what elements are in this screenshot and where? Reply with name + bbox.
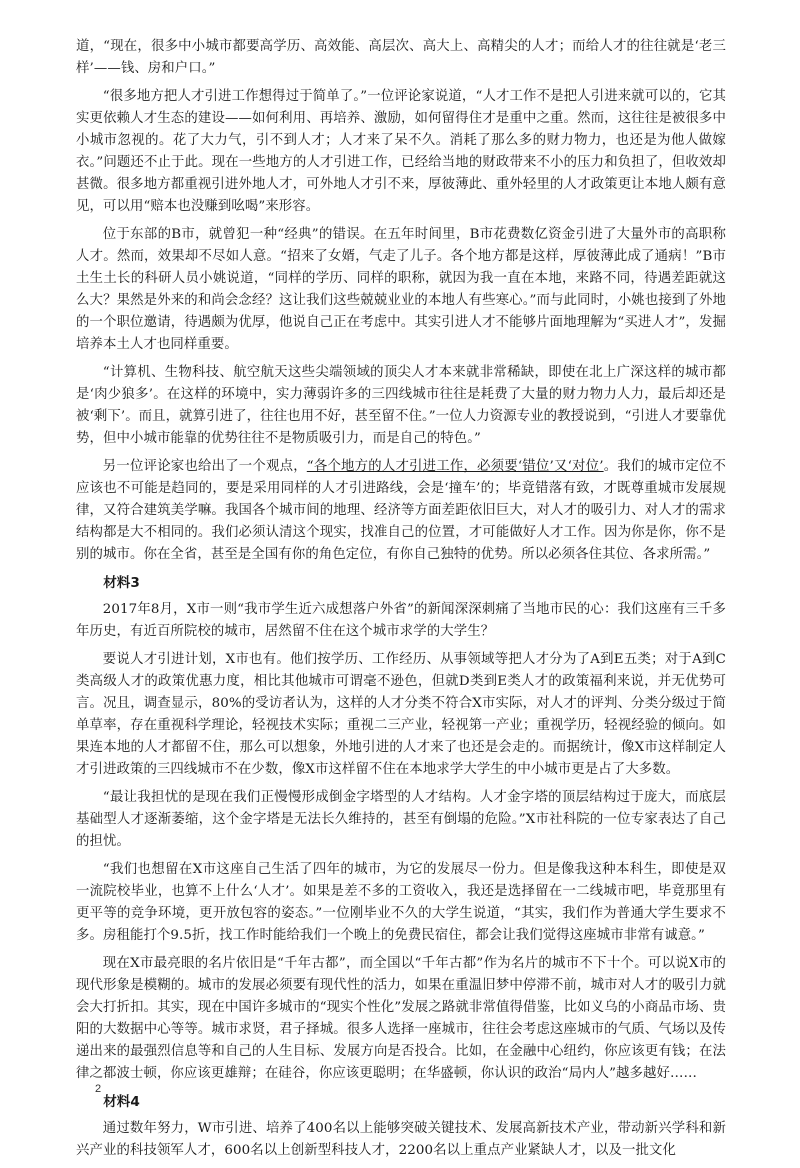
paragraph-text: 。我们的城市定位不应该也不可能是趋同的，要是采用同样的人才引进路线，会是‘撞车’的；毕竟错落有致，才既尊重城市发展规律，又符合建筑美学嘛。我国各个城市间的地理、经济等方面差距依旧巨大，对人才的吸引力、对人才的需求结构都是大不相同的。我们必须认清这个现实，找准自己的位置，才可能做好人才工作。因为你是你，你不是别的城市。你在全省，甚至是全国有你的角色定位，有你自己独特的优势。所以必须各住其位、各求所需。” (76, 459, 727, 562)
paragraph: “最让我担忧的是现在我们正慢慢形成倒金字塔型的人才结构。人才金字塔的顶层结构过于庞大，而底层基础型人才逐渐萎缩，这个金字塔是无法长久维持的，甚至有倒塌的危险。”X市社科院的一位专家表达了自己的担忧。 (76, 790, 726, 849)
page-number: 2 (95, 1083, 102, 1095)
paragraph: “很多地方把人才引进工作想得过于简单了。”一位评论家说道，“人才工作不是把人引进来就可以的，它其实更依赖人才生态的建设——如何利用、再培养、激励，如何留得住才是重中之重。然而，这往往是被很多中小城市忽视的。花了大力气，引不到人才；人才来了呆不久。消耗了那么多的财力物力，也还是为他人做嫁衣。”问题还不止于此。现在一些地方的人才引进工作，已经给当地的财政带来不小的压力和负担了，但收效却甚微。很多地方都重视引进外地人才，可外地人才引不来，厚彼薄此、重外轻里的人才政策更让本地人颇有意见，可以用“赔本也没赚到吆喝”来形容。 (76, 89, 726, 214)
underlined-quote: “各个地方的人才引进工作，必须要‘错位’又‘对位’ (306, 459, 604, 474)
paragraph: “我们也想留在X市这座自己生活了四年的城市，为它的发展尽一份力。但是像我这种本科生，即使是双一流院校毕业，也算不上什么‘人才’。如果是差不多的工资收入，我还是选择留在一二线城市吧，毕竟那里有更平等的竞争环境，更开放包容的姿态。”一位刚毕业不久的大学生说道，“其实，我们作为普通大学生要求不多。房租能打个9.5折，找工作时能给我们一个晚上的免费民宿住，都会让我们觉得这座城市非常有诚意。” (76, 862, 726, 943)
paragraph: 现在X市最亮眼的名片依旧是“千年古都”，而全国以“千年古都”作为名片的城市不下十个。可以说X市的现代形象是模糊的。城市的发展必须要有现代性的活力，如果在重温旧梦中停滞不前，城市对人才的吸引力就会大打折扣。其实，现在中国许多城市的“现实个性化”发展之路就非常值得借鉴，比如义乌的小商品市场、贵阳的大数据中心等等。城市求贤，君子择城。很多人选择一座城市，往往会考虑这座城市的气质、气场以及传递出来的最强烈信息等和自己的人生目标、发展方向是否投合。比如，在金融中心纽约，你应该更有钱；在法律之都波士顿，你应该更雄辩；在硅谷，你应该更聪明；在华盛顿，你认识的政治“局内人”越多越好…… (76, 956, 726, 1081)
paragraph: 位于东部的B市，就曾犯一种“经典”的错误。在五年时间里，B市花费数亿资金引进了大量外市的高职称人才。然而，效果却不尽如人意。“招来了女婿，气走了儿子。各个地方都是这样，厚彼薄此成了通病！”B市土生土长的科研人员小姚说道，“同样的学历、同样的职称，就因为我一直在本地，来路不同，待遇差距就这么大？果然是外来的和尚会念经？这让我们这些兢兢业业的本地人有些寒心。”而与此同时，小姚也接到了外地的一个职位邀请，待遇颇为优厚，他说自己正在考虑中。其实引进人才不能够片面地理解为“买进人才”，发掘培养本土人才也同样重要。 (76, 227, 726, 352)
paragraph: “计算机、生物科技、航空航天这些尖端领域的顶尖人才本来就非常稀缺，即使在北上广深这样的城市都是‘肉少狼多’。在这样的环境中，实力薄弱许多的三四线城市往往是耗费了大量的财力物力人力，最后却还是被‘剩下’。而且，就算引进了，往往也用不好，甚至留不住。”一位人力资源专业的教授说到，“引进人才要靠优势，但中小城市能靠的优势往往不是物质吸引力，而是自己的特色。” (76, 365, 726, 446)
paragraph: 2017年8月，X市一则“我市学生近六成想落户外省”的新闻深深刺痛了当地市民的心：我们这座有三千多年历史，有近百所院校的城市，居然留不住在这个城市求学的大学生？ (76, 602, 726, 639)
paragraph-text: 另一位评论家也给出了一个观点， (102, 459, 307, 474)
section-heading-material-3: 材料3 (103, 575, 140, 591)
paragraph: 通过数年努力，W市引进、培养了400名以上能够突破关键技术、发展高新技术产业，带动新兴学科和新兴产业的科技领军人才，600名以上创新型科技人才，2200名以上重点产业紧缺人才，以及一批文化 (76, 1121, 726, 1158)
paragraph (76, 456, 726, 566)
paragraph: 要说人才引进计划，X市也有。他们按学历、工作经历、从事领域等把人才分为了A到E五类；对于A到C类高级人才的政策优惠力度，相比其他城市可谓毫不逊色，但就D类到E类人才的政策福利来说，并无优势可言。况且，调查显示，80%的受访者认为，这样的人才分类不符合X市实际，对人才的评判、分类分级过于简单草率，存在重视科学理论，轻视技术实际；重视二三产业，轻视第一产业；重视学历，轻视经验的倾向。如果连本地的人才都留不住，那么可以想象，外地引进的人才来了也还是会走的。而据统计，像X市这样制定人才引进政策的三四线城市不在少数，像X市这样留不住在本地求学大学生的中小城市更是占了大多数。 (76, 652, 726, 777)
section-heading-material-4: 材料4 (103, 1094, 140, 1110)
paragraph: 道，“现在，很多中小城市都要高学历、高效能、高层次、高大上、高精尖的人才；而给人才的往往就是‘老三样’——钱、房和户口。” (76, 39, 726, 76)
document-page (76, 36, 726, 1168)
